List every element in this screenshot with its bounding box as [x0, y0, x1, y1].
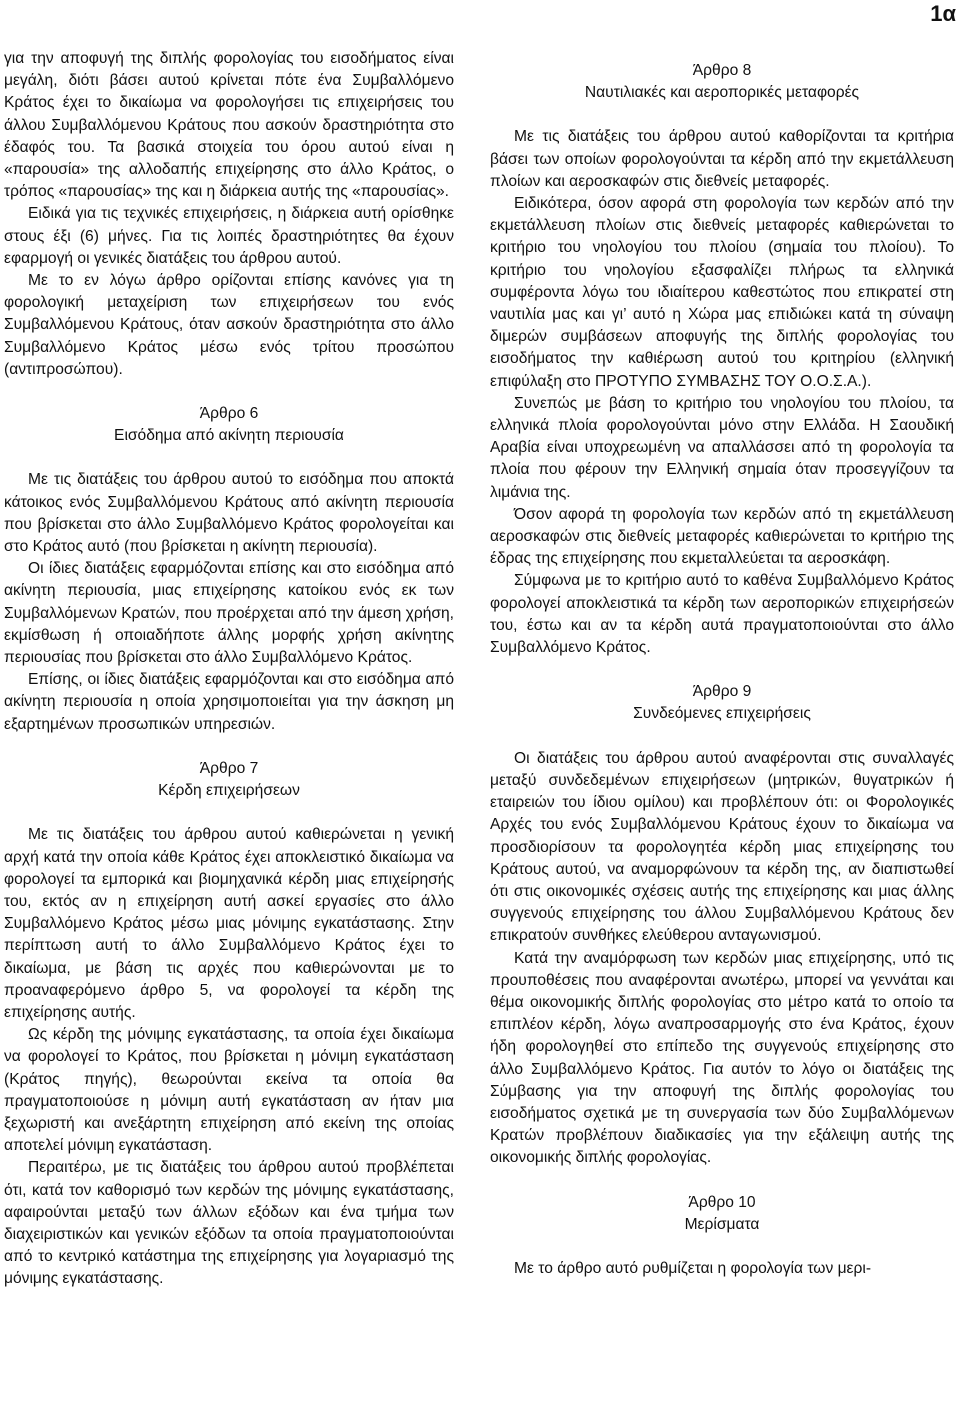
paragraph: Με τις διατάξεις του άρθρου αυτού καθορίζονται τα κριτήρια βάσει των οποίων φορολογούνται τα κέρδη από την εκμετάλλευση πλοίων και αεροσκαφών στις διεθνείς μεταφορές. [490, 128, 954, 190]
paragraph: Επίσης, οι ίδιες διατάξεις εφαρμόζονται και στο εισόδημα από ακίνητη περιουσία η οποία χρησιμοποιείται για την άσκηση μη εξαρτημένων προσωπικών υπηρεσιών. [4, 671, 454, 733]
paragraph: Ως κέρδη της μόνιμης εγκατάστασης, τα οποία έχει δικαίωμα να φορολογεί το Κράτος, που βρίσκεται η μόνιμη εγκατάσταση (Κράτος πηγής), θεωρούνται εκείνα τα οποία θα πραγματοποιούσε η μόνιμη αυτή εγκατάσταση αν ήταν μια ξεχωριστή και ανεξάρτητη επιχείρηση από εκείνη της οποίας αποτελεί μόνιμη εγκατάσταση. [4, 1026, 454, 1155]
page-number: 1α [930, 1, 956, 26]
paragraph: Ειδικά για τις τεχνικές επιχειρήσεις, η διάρκεια αυτή ορίσθηκε στους έξι (6) μήνες. Για τις λοιπές δραστηριότητες θα έχουν εφαρμογή οι γενικές διατάξεις του άρθρου αυτού. [4, 205, 454, 267]
article-number: Άρθρο 8 [692, 62, 752, 79]
article-10-heading [490, 1192, 954, 1236]
article-number: Άρθρο 7 [199, 759, 259, 777]
article-8-heading [490, 60, 954, 104]
paragraph: Κατά την αναμόρφωση των κερδών μιας επιχείρησης, υπό τις προυποθέσεις που αναφέρονται ανωτέρω, μπορεί να γεννάται και θέμα οικονομικής διπλής φορολογίας στο μέτρο κατά το οποίο τα επιπλέον κέρδη, λόγω αναπροσαρμογής στο ένα Κράτος, έχουν ήδη φορολογηθεί στο επίπεδο της συγγενούς επιχείρησης στο άλλο Συμβαλλόμενο Κράτος. Για αυτόν το λόγο οι διατάξεις της Σύμβασης για την αποφυγή της διπλής φορολογίας του εισοδήματος σχετικά με τη συνεργασία των δύο Συμβαλλόμενων Κρατών προβλέπουν διαδικασίες για την εξάλειψη αυτής της οικονομικής διπλής φορολογίας. [490, 949, 954, 1167]
paragraph: για την αποφυγή της διπλής φορολογίας του εισοδήματος είναι μεγάλη, διότι βάσει αυτού κρίνεται πότε ένα Συμβαλλόμενο Κράτος έχει το δικαίωμα να φορολογήσει τις επιχειρήσεις του άλλου Συμβαλλόμενου Κράτους που ασκούν δραστηριότητα στο έδαφός του. Τα βασικά στοιχεία του όρου αυτού είναι η «παρουσία» της αλλοδαπής επιχείρησης στο άλλο Κράτος, ο τρόπος «παρουσίας» της και η διάρκεια αυτής της «παρουσίας». [4, 50, 454, 201]
right-column [490, 48, 954, 1280]
article-number: Άρθρο 6 [199, 405, 259, 423]
paragraph: Συνεπώς με βάση το κριτήριο του νηολογίου του πλοίου, τα ελληνικά πλοία φορολογούνται μόνο στην Ελλάδα. Η Σαουδική Αραβία είναι υποχρεωμένη να απαλλάσσει από τη φορολογία τα πλοία που φέρουν την Ελληνική σημαία όταν προσεγγίζουν τα λιμάνια της. [490, 394, 954, 501]
paragraph: Με τις διατάξεις του άρθρου αυτού το εισόδημα που αποκτά κάτοικος ενός Συμβαλλόμενου Κράτους από ακίνητη περιουσία που βρίσκεται στο άλλο Συμβαλλόμενο Κράτος φορολογείται και στο Κράτος αυτό (που βρίσκεται η ακίνητη περιουσία). [4, 471, 454, 556]
paragraph: Ειδικότερα, όσον αφορά στη φορολογία των κερδών από την εκμετάλλευση πλοίων στις διεθνείς μεταφορές καθιερώνεται το κριτήριο του νηολογίου του πλοίου (σημαία του πλοίου). Το κριτήριο του νηολογίου εξασφαλίζει πλήρως τα ελληνικά συμφέροντα λόγω του ιδιαίτερου καθεστώτος που επικρατεί στη ναυτιλία μας και γι’ αυτό η Χώρα μας επιδιώκει κατά τη σύναψη διμερών συμβάσεων αποφυγής της διπλής φορολογίας του εισοδήματος την καθιέρωση αυτού του κριτηρίου (ελληνική επιφύλαξη στο ΠΡΟΤΥΠΟ ΣΥΜΒΑΣΗΣ ΤΟΥ Ο.Ο.Σ.Α.). [490, 195, 954, 390]
paragraph: Οι ίδιες διατάξεις εφαρμόζονται επίσης και στο εισόδημα από ακίνητη περιουσία, μιας επιχείρησης κατοίκου ενός εκ των Συμβαλλόμενων Κρατών, που προέρχεται από την άμεση χρήση, εκμίσθωση ή οποιαδήποτε άλλης μορφής χρήση ακίνητης περιουσίας που βρίσκεται στο άλλο Συμβαλλόμενο Κράτος. [4, 560, 454, 667]
paragraph: Με το άρθρο αυτό ρυθμίζεται η φορολογία των μερι- [514, 1259, 872, 1277]
article-9-heading [490, 681, 954, 725]
article-title: Μερίσματα [684, 1215, 760, 1233]
paragraph: Σύμφωνα με το κριτήριο αυτό το καθένα Συμβαλλόμενο Κράτος φορολογεί αποκλειστικά τα κέρδη των αεροπορικών επιχειρήσεών του, έστω και αν τα κέρδη αυτά πραγματοποιούνται στο άλλο Συμβαλλόμενο Κράτος. [490, 572, 954, 657]
article-7-heading [4, 758, 454, 802]
paragraph: Με τις διατάξεις του άρθρου αυτού καθιερώνεται η γενική αρχή κατά την οποία κάθε Κράτος έχει αποκλειστικό δικαίωμα να φορολογεί τα εμπορικά και βιομηχανικά κέρδη μιας επιχείρησής του, εκτός αν η επιχείρηση αυτή ασκεί εργασίες στο άλλο Συμβαλλόμενο Κράτος μέσω μιας μόνιμης εγκατάστασης. Στην περίπτωση αυτή το άλλο Συμβαλλόμενο Κράτος έχει το δικαίωμα, με βάση τις αρχές που καθιερώνονται με το προαναφερόμενο άρθρο 5, να φορολογεί τα κέρδη της επιχείρησης αυτής. [4, 826, 454, 1021]
article-title: Ναυτιλιακές και αεροπορικές μεταφορές [584, 84, 860, 102]
article-number: Άρθρο 10 [688, 1193, 756, 1211]
left-column [4, 48, 454, 1291]
article-number: Άρθρο 9 [692, 683, 752, 701]
paragraph: Περαιτέρω, με τις διατάξεις του άρθρου αυτού προβλέπεται ότι, κατά τον καθορισμό των κερδών της μόνιμης εγκατάστασης, αφαιρούνται μεταξύ των άλλων εξόδων και ένα τμήμα των διαχειριστικών και γενικών εξόδων τα οποία πραγματοποιούνται από το κεντρικό κατάστημα της επιχείρησης για λογαριασμό της μόνιμης εγκατάστασης. [4, 1159, 454, 1288]
article-title: Εισόδημα από ακίνητη περιουσία [114, 427, 344, 445]
paragraph: Οι διατάξεις του άρθρου αυτού αναφέρονται στις συναλλαγές μεταξύ συνδεδεμένων επιχειρήσεων (μητρικών, θυγατρικών ή εταιρειών του ίδιου ομίλου) και προβλέπουν ότι: οι Φορολογικές Αρχές του ενός Συμβαλλόμενου Κράτους έχουν το δικαίωμα να προσδιορίσουν τα φορολογητέα κέρδη μιας επιχείρησης του Κράτους αυτού, να αναμορφώνουν τα κέρδη της, αν διαπιστωθεί ότι στις οικονομικές σχέσεις αυτής της επιχείρησης και μιας άλλης συγγενούς επιχείρησης του άλλου Συμβαλλόμενου Κράτους δεν επικρατούν συνθήκες ελεύθερου ανταγωνισμού. [490, 749, 954, 945]
article-6-heading [4, 403, 454, 447]
paragraph: Όσον αφορά τη φορολογία των κερδών από τη εκμετάλλευση αεροσκαφών στις διεθνείς μεταφορές καθιερώνεται το κριτήριο της έδρας της επιχείρησης που εκμεταλλεύεται τα αεροσκάφη. [490, 505, 954, 568]
article-title: Συνδεόμενες επιχειρήσεις [633, 705, 811, 723]
article-title: Κέρδη επιχειρήσεων [158, 782, 300, 800]
paragraph: Με το εν λόγω άρθρο ορίζονται επίσης κανόνες για τη φορολογική μεταχείριση των επιχειρήσεων του ενός Συμβαλλόμενου Κράτους, όταν ασκούν δραστηριότητα στο άλλο Συμβαλλόμενο Κράτος μέσω ενός τρίτου προσώπου (αντιπροσώπου). [4, 272, 454, 378]
